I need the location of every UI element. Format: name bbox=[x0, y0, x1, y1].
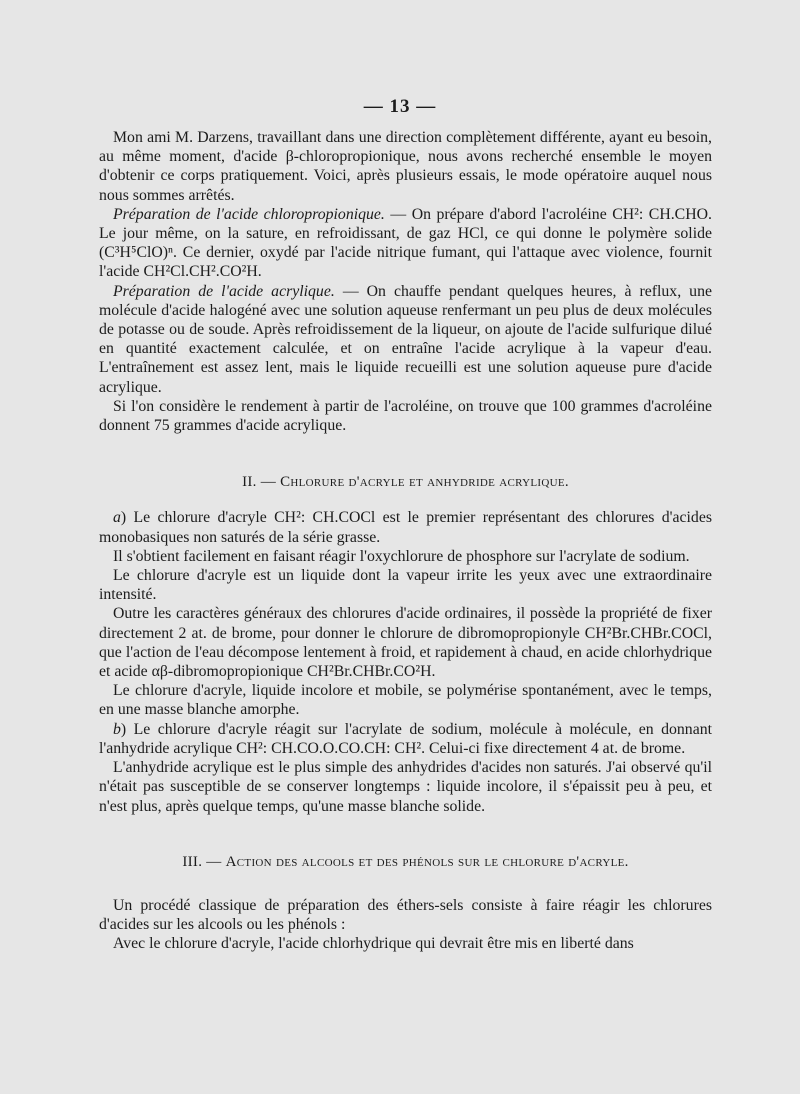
paragraph: L'anhydride acrylique est le plus simple des anhydrides d'acides non saturés. J'ai observé qu'il n'était pas susceptible de se conserver longtemps : liquide incolore, il s'épaissit peu à peu, et n'est plus, après quelque temps, qu'une masse blanche solide. bbox=[99, 759, 712, 815]
page-body bbox=[99, 128, 712, 954]
section-heading-2 bbox=[99, 473, 712, 492]
paragraph: Outre les caractères généraux des chlorures d'acide ordinaires, il possède la propriété de fixer directement 2 at. de brome, pour donner le chlorure de dibromopropionyle CH²Br.CHBr.COCl, que l'action de l'eau décompose lentement à froid, et rapidement à chaud, en acide chlorhydrique et acide αβ-dibromopropionique CH²Br.CHBr.CO²H. bbox=[99, 605, 712, 681]
section-heading-3 bbox=[99, 853, 712, 872]
section-title: Action des alcools et des phénols sur le chlorure d'acryle. bbox=[225, 853, 629, 870]
section-title: Chlorure d'acryle et anhydride acrylique. bbox=[280, 474, 569, 491]
paragraph: Si l'on considère le rendement à partir de l'acroléine, on trouve que 100 grammes d'acroléine donnent 75 grammes d'acide acrylique. bbox=[99, 397, 712, 435]
paragraph-text: — On prépare d'abord l'acroléine CH²: CH.CHO. Le jour même, on la sature, en refroidissant, de gaz HCl, ce qui donne le polymère solide (C³H⁵ClO)ⁿ. Ce dernier, oxydé par l'acide nitrique fumant, qui l'attaque avec violence, fournit l'acide CH²Cl.CH².CO²H. bbox=[99, 205, 712, 281]
item-label: b bbox=[113, 720, 121, 738]
section-number: II. — bbox=[242, 474, 281, 491]
paragraph: Mon ami M. Darzens, travaillant dans une direction complètement différente, ayant eu besoin, au même moment, d'acide β-chloropropionique, nous avons recherché ensemble le moyen d'obtenir ce corps pratiquement. Voici, après plusieurs essais, le mode opératoire auquel nous nous sommes arrêtés. bbox=[99, 129, 712, 204]
paragraph-text: ) Le chlorure d'acryle CH²: CH.COCl est le premier représentant des chlorures d'acides monobasiques non saturés de la série grasse. bbox=[99, 509, 712, 546]
paragraph: Le chlorure d'acryle, liquide incolore et mobile, se polymérise spontanément, avec le temps, en une masse blanche amorphe. bbox=[99, 682, 712, 719]
subheading-italic: Préparation de l'acide chloropropionique. bbox=[113, 205, 385, 223]
paragraph-a bbox=[99, 508, 712, 546]
subheading-italic: Préparation de l'acide acrylique. bbox=[113, 282, 335, 300]
paragraph: Il s'obtient facilement en faisant réagir l'oxychlorure de phosphore sur l'acrylate de sodium. bbox=[113, 547, 690, 565]
paragraph: Avec le chlorure d'acryle, l'acide chlorhydrique qui devrait être mis en liberté dans bbox=[113, 935, 634, 953]
item-label: a bbox=[113, 509, 121, 527]
paragraph-prep-chloropropionic bbox=[99, 205, 712, 282]
paragraph: Un procédé classique de préparation des éthers-sels consiste à faire réagir les chlorures d'acides sur les alcools ou les phénols : bbox=[99, 896, 712, 934]
page-number: — 13 — bbox=[363, 96, 437, 117]
paragraph-text: — On chauffe pendant quelques heures, à reflux, une molécule d'acide halogéné avec une solution aqueuse renfermant un peu plus de deux molécules de potasse ou de soude. Après refroidissement de la liqueur, on ajoute de l'acide sulfurique dilué en quantité exactement calculée, et on entraîne l'acide acrylique à la vapeur d'eau. L'entraînement est assez lent, mais le liquide recueilli est une solution aqueuse pure d'acide acrylique. bbox=[99, 282, 712, 396]
paragraph-prep-acrylic bbox=[99, 282, 712, 397]
paragraph: Le chlorure d'acryle est un liquide dont la vapeur irrite les yeux avec une extraordinaire intensité. bbox=[99, 567, 712, 604]
section-number: III. — bbox=[182, 853, 226, 870]
paragraph-text: ) Le chlorure d'acryle réagit sur l'acrylate de sodium, molécule à molécule, en donnant l'anhydride acrylique CH²: CH.CO.O.CO.CH: CH². Celui-ci fixe directement 4 at. de brome. bbox=[99, 720, 712, 757]
paragraph-b bbox=[99, 720, 712, 758]
